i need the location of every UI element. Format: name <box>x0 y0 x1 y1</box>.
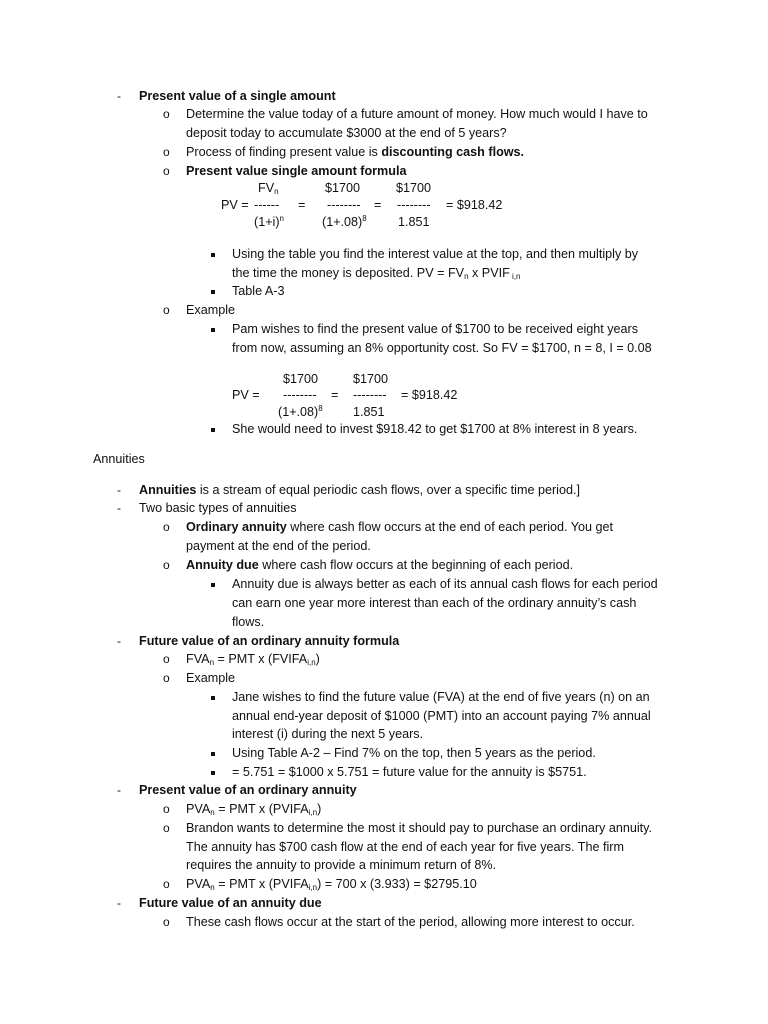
section-heading: Present value of a single amount <box>139 89 336 103</box>
square-bullet <box>211 583 215 587</box>
dash-bullet: - <box>117 501 121 515</box>
square-bullet <box>211 290 215 294</box>
dash-bullet: - <box>117 896 121 910</box>
circle-bullet: o <box>163 145 170 159</box>
dash-bullet: - <box>117 634 121 648</box>
formula-numerator: $1700 <box>396 181 432 195</box>
text-line: deposit today to accumulate $3000 at the end of 5 years? <box>186 126 507 140</box>
formula-bar: ------ <box>254 198 280 212</box>
dash-bullet: - <box>117 483 121 497</box>
text-line: annual end-year deposit of $1000 (PMT) into an account paying 7% annual <box>232 709 651 723</box>
formula-pv-label: PV = <box>221 198 249 212</box>
text-line: requires the annuity to provide a minimum return of 8%. <box>186 858 497 872</box>
circle-bullet: o <box>163 915 170 929</box>
circle-bullet: o <box>163 671 170 685</box>
dash-bullet: - <box>117 89 121 103</box>
text-line: Using Table A-2 – Find 7% on the top, then 5 years as the period. <box>232 746 596 760</box>
formula-denominator: $(1+.08)^8$ <box>322 214 367 229</box>
text-line: Example <box>186 671 235 685</box>
section-heading: Present value of an ordinary annuity <box>139 783 357 797</box>
text-line: Jane wishes to find the future value (FVA) at the end of five years (n) on an <box>232 690 650 704</box>
text-line: Brandon wants to determine the most it should pay to purchase an ordinary annuity. <box>186 821 653 835</box>
circle-bullet: o <box>163 558 170 572</box>
section-heading: Future value of an annuity due <box>139 896 322 910</box>
circle-bullet: o <box>163 802 170 816</box>
formula-result: = $918.42 <box>446 198 503 212</box>
circle-bullet: o <box>163 520 170 534</box>
text-line: flows. <box>232 615 265 629</box>
section-heading: Future value of an ordinary annuity formula <box>139 634 400 648</box>
formula-denominator: 1.851 <box>398 215 430 229</box>
formula-numerator: $1700 <box>283 372 319 386</box>
formula-pv-label: PV = <box>232 388 260 402</box>
text-line: $PVA_n$ = PMT x $(PVIFA_{i,n})$ <box>186 802 322 817</box>
square-bullet <box>211 328 215 332</box>
formula-result: = $918.42 <box>401 388 458 402</box>
text-line: Two basic types of annuities <box>139 501 297 515</box>
text-line: = 5.751 = $1000 x 5.751 = future value for the annuity is $5751. <box>232 765 587 779</box>
text-line: $PVA_n$ = PMT x $(PVIFA_{i,n}) = 700$ x (3.933) = $2795.10 <box>186 877 477 892</box>
square-bullet <box>211 253 215 257</box>
text-line: Annuities is a stream of equal periodic cash flows, over a specific time period.] <box>139 483 580 497</box>
formula-equals: = <box>298 198 306 212</box>
formula-denominator: $(1+.08)^8$ <box>278 404 323 419</box>
text-line: interest (i) during the next 5 years. <box>232 727 424 741</box>
text-line: The annuity has $700 cash flow at the end of each year for five years. The firm <box>186 840 624 854</box>
circle-bullet: o <box>163 303 170 317</box>
text-line: These cash flows occur at the start of the period, allowing more interest to occur. <box>186 915 635 929</box>
text-line: the time the money is deposited. PV = $FV_n$ x PVIF $_{i,n}$ <box>232 266 521 281</box>
formula-denominator: $(1+i)^n$ <box>254 214 284 229</box>
formula-bar: -------- <box>353 388 387 402</box>
square-bullet <box>211 752 215 756</box>
dash-bullet: - <box>117 783 121 797</box>
square-bullet <box>211 428 215 432</box>
formula-bar: -------- <box>327 198 361 212</box>
circle-bullet: o <box>163 652 170 666</box>
formula-numerator: $1700 <box>325 181 361 195</box>
text-line: Using the table you find the interest value at the top, and then multiply by <box>232 247 639 261</box>
text-line: Process of finding present value is discounting cash flows. <box>186 145 525 159</box>
square-bullet <box>211 771 215 775</box>
circle-bullet: o <box>163 107 170 121</box>
text-line: Example <box>186 303 235 317</box>
circle-bullet: o <box>163 164 170 178</box>
formula-numerator: $1700 <box>353 372 389 386</box>
text-line: Table A-3 <box>232 284 285 298</box>
text-line: Determine the value today of a future amount of money. How much would I have to <box>186 107 648 121</box>
formula-bar: -------- <box>283 388 317 402</box>
text-line: Ordinary annuity where cash flow occurs at the end of each period. You get <box>186 520 614 534</box>
formula-numerator: $FV_n$ <box>258 181 279 196</box>
square-bullet <box>211 696 215 700</box>
text-line: from now, assuming an 8% opportunity cost. So FV = $1700, n = 8, I = 0.08 <box>232 341 652 355</box>
text-line: She would need to invest $918.42 to get $1700 at 8% interest in 8 years. <box>232 422 638 436</box>
text-line: Annuity due is always better as each of its annual cash flows for each period <box>232 577 658 591</box>
formula-heading: Present value single amount formula <box>186 164 407 178</box>
formula-equals: = <box>374 198 382 212</box>
annuities-title: Annuities <box>93 452 145 466</box>
formula-denominator: 1.851 <box>353 405 385 419</box>
circle-bullet: o <box>163 821 170 835</box>
text-line: Annuity due where cash flow occurs at the beginning of each period. <box>186 558 574 572</box>
formula-equals: = <box>331 388 339 402</box>
text-line: can earn one year more interest than each of the ordinary annuity’s cash <box>232 596 637 610</box>
formula-bar: -------- <box>397 198 431 212</box>
text-line: payment at the end of the period. <box>186 539 371 553</box>
text-line: Pam wishes to find the present value of $1700 to be received eight years <box>232 322 639 336</box>
circle-bullet: o <box>163 877 170 891</box>
text-line: $FVA_n$ = PMT x $(FVIFA_{i,n})$ <box>186 652 320 667</box>
